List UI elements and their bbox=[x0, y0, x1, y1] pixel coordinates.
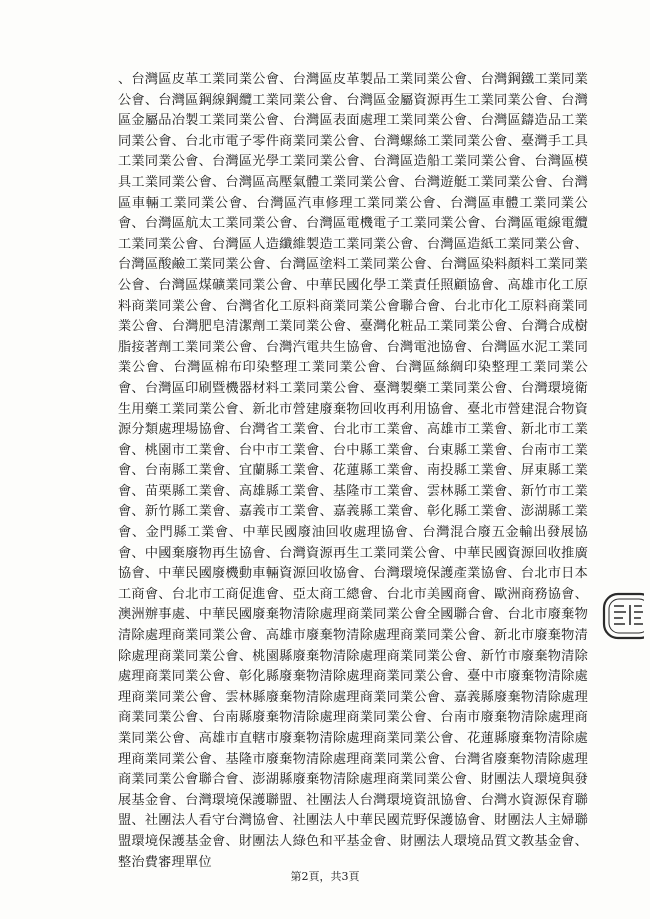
page-number: 第2頁，共3頁 bbox=[290, 870, 360, 883]
body-paragraph: 、台灣區皮革工業同業公會、台灣區皮革製品工業同業公會、台灣鋼鐵工業同業公會、台灣區鋼線鋼纜工業同業公會、台灣區金屬資源再生工業同業公會、台灣區金屬品冶製工業同業公會、台灣區表面處理工業同業公會、台灣區鑄造品工業同業公會、台北市電子零件商業同業公會、台灣螺絲工業同業公會、臺灣手工具工業同業公會、台灣區光學工業同業公會、台灣區造船工業同業公會、台灣區模具工業同業公會、台灣區高壓氣體工業同業公會、台灣遊艇工業同業公會、台灣區車輛工業同業公會、台灣區汽車修理工業同業公會、台灣區車體工業同業公會、台灣區航太工業同業公會、台灣區電機電子工業同業公會、台灣區電線電纜工業同業公會、台灣區人造纖維製造工業同業公會、台灣區造紙工業同業公會、台灣區酸鹼工業同業公會、台灣區塗料工業同業公會、台灣區染料顏料工業同業公會、台灣區煤礦業同業公會、中華民國化學工業責任照顧協會、高雄市化工原料商業同業公會、台灣省化工原料商業同業公會聯合會、台北市化工原料商業同業公會、台灣肥皂清潔劑工業同業公會、臺灣化粧品工業同業公會、台灣合成樹脂接著劑工業同業公會、台灣汽電共生協會、台灣電池協會、台灣區水泥工業同業公會、台灣區棉布印染整理工業同業公會、台灣區絲綢印染整理工業同業公會、台灣區印刷暨機器材料工業同業公會、臺灣製藥工業同業公會、台灣環境衛生用藥工業同業公會、新北市營建廢棄物回收再利用協會、臺北市營建混合物資源分類處理場協會、台灣省工業會、台北市工業會、高雄市工業會、新北市工業會、桃園市工業會、台中市工業會、台中縣工業會、台東縣工業會、台南市工業會、台南縣工業會、宜蘭縣工業會、花蓮縣工業會、南投縣工業會、屏東縣工業會、苗栗縣工業會、高雄縣工業會、基隆市工業會、雲林縣工業會、新竹市工業會、新竹縣工業會、嘉義市工業會、嘉義縣工業會、彰化縣工業會、澎湖縣工業會、金門縣工業會、中華民國廢油回收處理協會、台灣混合廢五金輸出發展協會、中國棄廢物再生協會、台灣資源再生工業同業公會、中華民國資源回收推廣協會、中華民國廢機動車輛資源回收協會、台灣環境保護產業協會、台北市日本工商會、台北市工商促進會、亞太商工總會、台北市美國商會、歐洲商務協會、澳洲辦事處、中華民國廢棄物清除處理商業同業公會全國聯合會、台北市廢棄物清除處理商業同業公會、高雄市廢棄物清除處理商業同業公會、新北市廢棄物清除處理商業同業公會、桃園縣廢棄物清除處理商業同業公會、新竹市廢棄物清除處理商業同業公會、彰化縣廢棄物清除處理商業同業公會、臺中市廢棄物清除處理商業同業公會、雲林縣廢棄物清除處理商業同業公會、嘉義縣廢棄物清除處理商業同業公會、台南縣廢棄物清除處理商業同業公會、台南市廢棄物清除處理商業同業公會、高雄市直轄市廢棄物清除處理商業同業公會、花蓮縣廢棄物清除處理商業同業公會、基隆市廢棄物清除處理商業同業公會、台灣省廢棄物清除處理商業同業公會聯合會、澎湖縣廢棄物清除處理商業同業公會、財團法人環境與發展基金會、台灣環境保護聯盟、社團法人台灣環境資訊協會、台灣水資源保育聯盟、社團法人看守台灣協會、社團法人中華民國荒野保護協會、財團法人主婦聯盟環境保護基金會、財團法人綠色和平基金會、財團法人環境品質文教基金會、整治費審理單位 bbox=[118, 72, 588, 870]
seal-stamp bbox=[600, 590, 644, 642]
